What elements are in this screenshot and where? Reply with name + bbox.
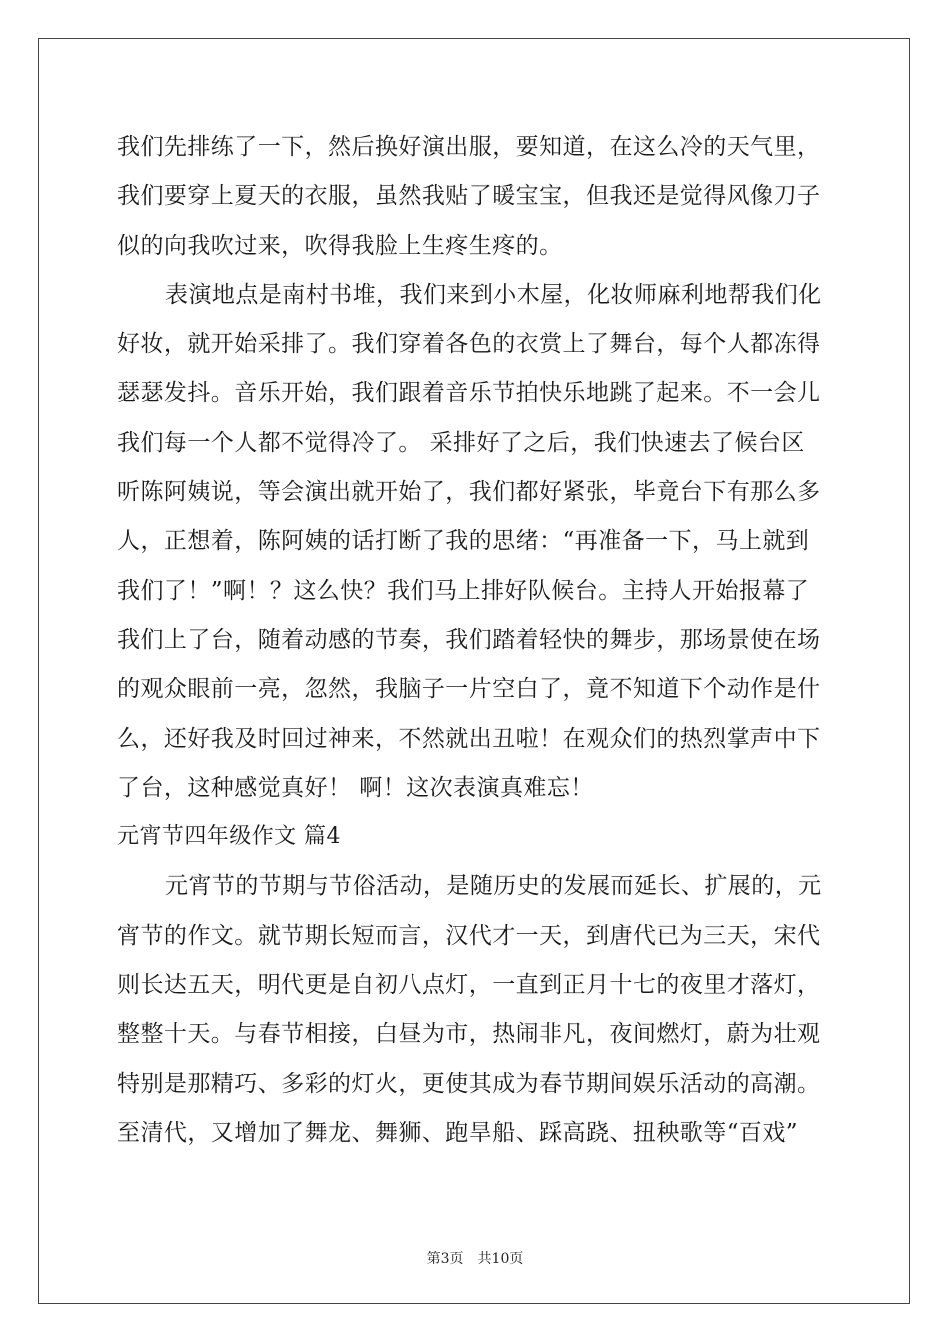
paragraph-line: 人，正想着，陈阿姨的话打断了我的思绪：“再准备一下，马上就到 [117,528,810,555]
page-footer [0,1248,950,1268]
paragraph-line: 我们要穿上夏天的衣服，虽然我贴了暖宝宝，但我还是觉得风像刀子 [117,183,821,210]
paragraph-line: 好妆，就开始采排了。我们穿着各色的衣赏上了舞台，每个人都冻得 [117,331,821,358]
paragraph-line: 则长达五天，明代更是自初八点灯，一直到正月十七的夜里才落灯， [117,972,821,999]
paragraph-line: 特别是那精巧、多彩的灯火，更使其成为春节期间娱乐活动的高潮。 [117,1070,821,1097]
paragraph-line: 听陈阿姨说，等会演出就开始了，我们都好紧张，毕竟台下有那么多 [117,479,821,506]
paragraph-line: 我们每一个人都不觉得冷了。 采排好了之后，我们快速去了候台区 [117,429,805,456]
paragraph-line: 我们先排练了一下，然后换好演出服，要知道，在这么冷的天气里， [117,134,821,160]
paragraph-line: 整整十天。与春节相接，白昼为市，热闹非凡，夜间燃灯，蔚为壮观 [117,1021,821,1048]
paragraph-line: 的观众眼前一亮，忽然，我脑子一片空白了，竟不知道下个动作是什 [117,676,821,703]
paragraph-line: 么，还好我及时回过神来，不然就出丑啦！在观众们的热烈掌声中下 [117,725,821,752]
paragraph-line: 似的向我吹过来，吹得我脸上生疼生疼的。 [117,232,563,259]
paragraph-line: 表演地点是南村书堆，我们来到小木屋，化妆师麻利地帮我们化 [165,281,822,308]
paragraph-line: 瑟瑟发抖。音乐开始，我们跟着音乐节拍快乐地跳了起来。不一会儿 [117,380,821,407]
paragraph-line: 我们上了台，随着动感的节奏，我们踏着轻快的舞步，那场景使在场 [117,626,821,653]
paragraph-line: 元宵节的节期与节俗活动，是随历史的发展而延长、扩展的，元 [165,873,822,900]
page-total: 共10页 [477,1251,524,1267]
document-body [117,127,833,1162]
page-number: 第3页 [426,1251,464,1267]
paragraph-line: 至清代，又增加了舞龙、舞狮、跑旱船、踩高跷、扭秧歌等“百戏” [117,1119,799,1146]
section-heading: 元宵节四年级作文 篇4 [117,824,341,850]
paragraph-line: 宵节的作文。就节期长短而言，汉代才一天，到唐代已为三天，宋代 [117,922,821,949]
paragraph-line: 了台，这种感觉真好！ 啊！这次表演真难忘！ [117,774,594,801]
paragraph-line: 我们了！”啊！？这么快？我们马上排好队候台。主持人开始报幕了 [117,577,810,604]
